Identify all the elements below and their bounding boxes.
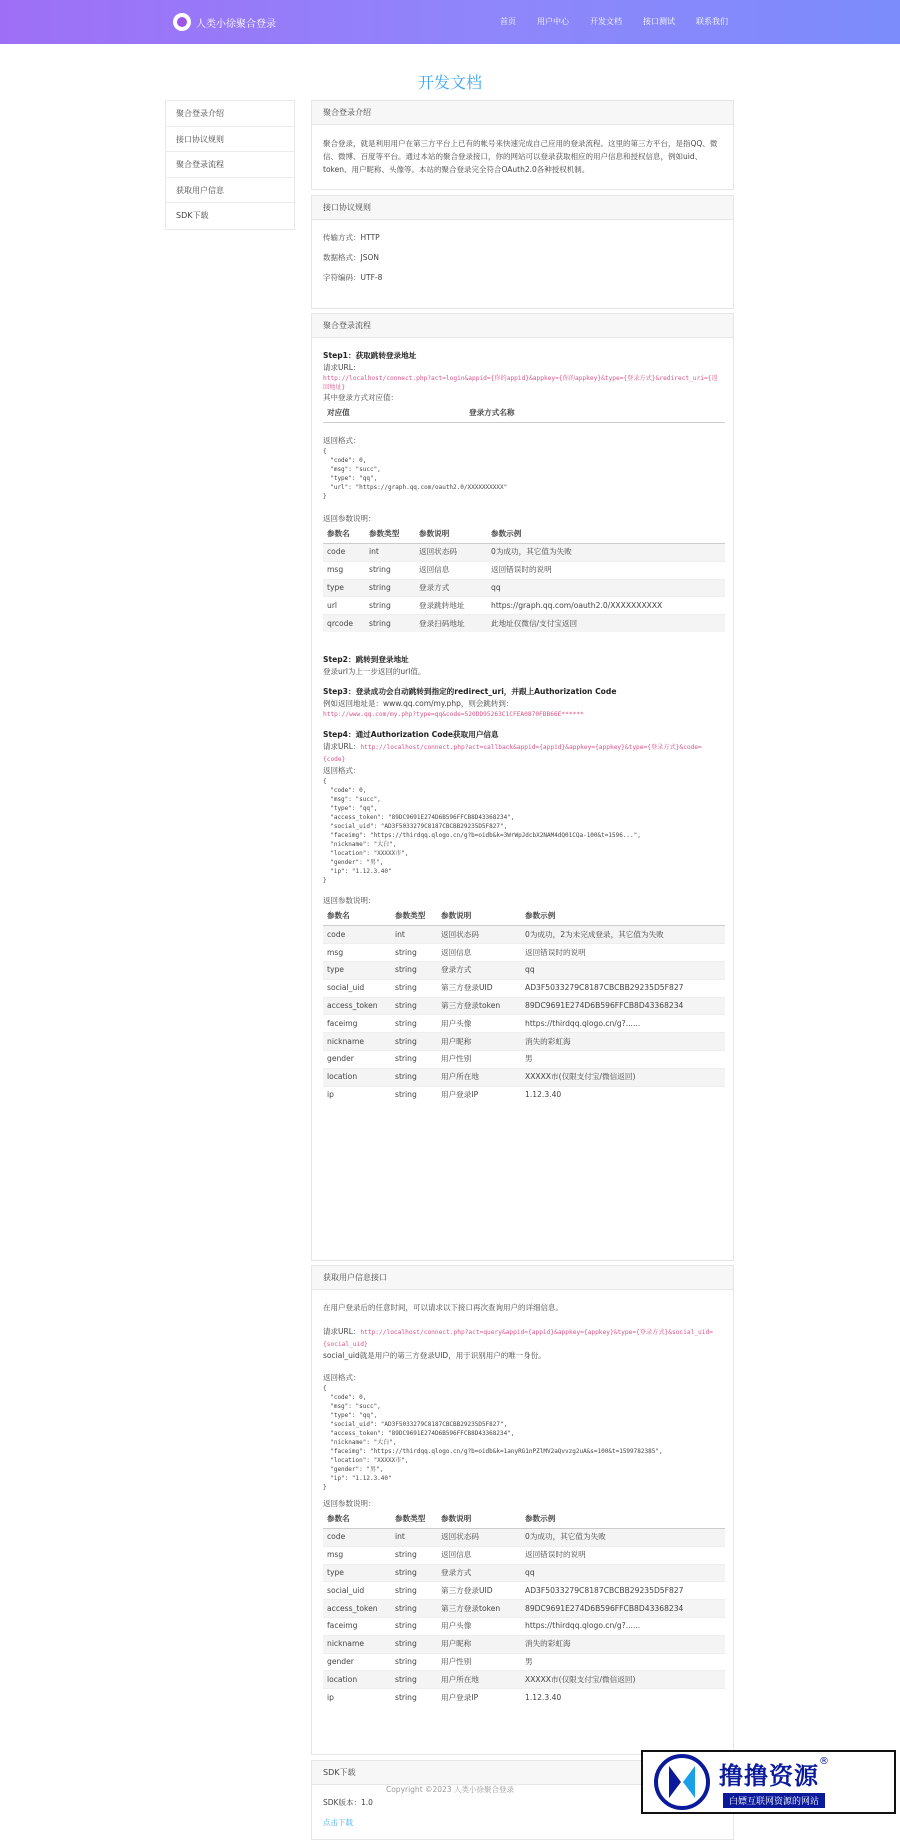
- cell: string: [391, 1653, 437, 1671]
- table-row: [323, 1051, 725, 1069]
- userinfo-req-url: http://localhost/connect.php?act=query&appid={appid}&appkey={appkey}&type={登录方式}&social_uid={social_uid}: [323, 1329, 713, 1348]
- table-row: [323, 997, 725, 1015]
- col-example: 参数示例: [487, 525, 725, 544]
- userinfo-panel: [311, 1265, 734, 1755]
- step4-req-label: 请求URL：: [323, 742, 361, 752]
- col-desc: 参数说明: [437, 907, 521, 926]
- sdk-download-link[interactable]: 点击下载: [323, 1818, 353, 1827]
- cell: location: [323, 1671, 391, 1689]
- doc-sidebar: [165, 100, 295, 230]
- table-row: [323, 1600, 725, 1618]
- step4-title: Step4：通过Authorization Code获取用户信息: [323, 730, 499, 740]
- cell: 用户头像: [437, 1015, 521, 1033]
- cell: string: [391, 1015, 437, 1033]
- intro-text: 聚合登录，就是利用用户在第三方平台上已有的帐号来快速完成自己应用的登录流程。这里的第三方平台，是指QQ、微信、微博、百度等平台。通过本站的聚合登录接口，你的网站可以登录获取相应的用户信息和授权信息，例如uid、token、用户昵称、头像等。本站的聚合登录完全符合OAuth2.0各种授权机制。: [323, 139, 718, 174]
- userinfo-heading: 获取用户信息接口: [312, 1266, 733, 1290]
- cell: msg: [323, 1546, 391, 1564]
- cell: string: [365, 597, 415, 615]
- cell: 0为成功，其它值为失败: [521, 1529, 725, 1547]
- cell: 登录方式: [437, 962, 521, 980]
- table-row: [323, 1564, 725, 1582]
- protocol-heading: 接口协议规则: [312, 196, 733, 220]
- col-name: 参数名: [323, 1510, 391, 1529]
- cell: 返回错误时的说明: [521, 944, 725, 962]
- cell: 第三方登录token: [437, 1600, 521, 1618]
- cell: XXXXX市(仅限支付宝/微信返回): [521, 1068, 725, 1086]
- userinfo-intro: 在用户登录后的任意时间，可以请求以下接口再次查询用户的详细信息。: [323, 1303, 563, 1312]
- top-navbar: [0, 0, 900, 44]
- cell: 用户头像: [437, 1617, 521, 1635]
- protocol-panel: [311, 195, 734, 309]
- table-row: [323, 1546, 725, 1564]
- registered-mark: ®: [819, 1756, 829, 1767]
- cell: 消失的彩虹海: [521, 1635, 725, 1653]
- brand-logo[interactable]: [173, 13, 276, 31]
- protocol-charset: 字符编码：UTF-8: [323, 273, 383, 282]
- table-row: [323, 561, 725, 579]
- userinfo-req-label: 请求URL：: [323, 1327, 361, 1336]
- watermark-badge: [641, 1750, 896, 1814]
- cell: 男: [521, 1051, 725, 1069]
- cell: 返回错误时的说明: [521, 1546, 725, 1564]
- cell: code: [323, 926, 391, 944]
- return-json-2: { "code": 0, "msg": "succ", "type": "qq", "access_token": "89DC9691E274D6B596FFCB8D43368234", "social_uid": "AD3F5033279C8187CBCBB29235D5F827", "faceimg": "https://thirdqq.qlogo.cn/g?b=oidb&k=3WrWpJdcbX2NAM4dQ01CQa-100&t=1596...", "nickname": "大白", "location": "XXXXX市", "gender": "男", "ip": "1.12.3.40" }: [323, 778, 641, 885]
- sidebar-item-protocol[interactable]: 接口协议规则: [166, 127, 294, 153]
- intro-heading: 聚合登录介绍: [312, 101, 733, 125]
- cell: string: [391, 1635, 437, 1653]
- cell: int: [391, 1529, 437, 1547]
- cell: 用户昵称: [437, 1033, 521, 1051]
- sdk-heading: SDK下载: [312, 1761, 733, 1785]
- userinfo-note: social_uid就是用户的第三方登录UID，用于识别用户的唯一身份。: [323, 1351, 546, 1360]
- table-row: [323, 1635, 725, 1653]
- step1-req-label: 请求URL：: [323, 363, 361, 372]
- cell: msg: [323, 561, 365, 579]
- cell: ip: [323, 1689, 391, 1707]
- cell: 用户所在地: [437, 1068, 521, 1086]
- cell: string: [391, 1564, 437, 1582]
- cell: 第三方登录token: [437, 997, 521, 1015]
- userinfo-json: { "code": 0, "msg": "succ", "type": "qq", "social_uid": "AD3F5033279C8187CBCBB29235D5F827", "access_token": "89DC9691E274D6B596FFCB8D43368234", "nickname": "大白", "faceimg": "https://thirdqq.qlogo.cn/g?b=oidb&k=1anyRG1nPZlMV2aQvvzg2uA&s=100&t=1599782385", "location": "XXXXX市", "gender": "男", "ip": "1.12.3.40" }: [323, 1385, 663, 1491]
- cell: 89DC9691E274D6B596FFCB8D43368234: [521, 997, 725, 1015]
- cell: AD3F5033279C8187CBCBB29235D5F827: [521, 1582, 725, 1600]
- cell: 0为成功，2为未完成登录，其它值为失败: [521, 926, 725, 944]
- cell: nickname: [323, 1033, 391, 1051]
- flow-heading: 聚合登录流程: [312, 314, 733, 338]
- cell: string: [391, 1689, 437, 1707]
- step2-text: 登录url为上一步返回的url值。: [323, 667, 426, 677]
- cell: string: [391, 979, 437, 997]
- col-name: 参数名: [323, 907, 391, 926]
- cell: 消失的彩虹海: [521, 1033, 725, 1051]
- return-label-2: 返回格式：: [323, 766, 361, 776]
- cell: AD3F5033279C8187CBCBB29235D5F827: [521, 979, 725, 997]
- cell: gender: [323, 1051, 391, 1069]
- table-row: [323, 1015, 725, 1033]
- cell: string: [391, 1068, 437, 1086]
- cell: https://thirdqq.qlogo.cn/g?......: [521, 1617, 725, 1635]
- table-row: [323, 1529, 725, 1547]
- table-row: [323, 1689, 725, 1707]
- watermark-slogan: 白嫖互联网资源的网站: [723, 1793, 825, 1808]
- cell: access_token: [323, 997, 391, 1015]
- sidebar-item-userinfo[interactable]: 获取用户信息: [166, 178, 294, 204]
- table-row: [323, 1582, 725, 1600]
- cell: 返回信息: [437, 1546, 521, 1564]
- cell: type: [323, 1564, 391, 1582]
- cell: code: [323, 544, 365, 562]
- cell: 返回信息: [415, 561, 487, 579]
- table-row: [323, 944, 725, 962]
- param-label-2: 返回参数说明：: [323, 896, 376, 906]
- step1-title: Step1：获取跳转登录地址: [323, 351, 417, 360]
- cell: string: [391, 962, 437, 980]
- brand-name: 人类小徐聚合登录: [196, 18, 276, 30]
- param-table-1: [323, 525, 725, 632]
- sidebar-item-sdk[interactable]: SDK下载: [176, 211, 209, 220]
- step3-url: http://www.qq.com/my.php?type=qq&code=520DD95263C1CFEA0870FBB66E******: [323, 711, 584, 719]
- cell: string: [391, 1086, 437, 1104]
- footer-copyright: Copyright ©2023 人类小徐聚合登录: [385, 1785, 514, 1794]
- intro-panel: [311, 100, 734, 190]
- cell: string: [391, 1546, 437, 1564]
- cell: string: [365, 579, 415, 597]
- cell: string: [391, 997, 437, 1015]
- cell: string: [365, 615, 415, 633]
- table-row: [323, 544, 725, 562]
- table-row: [323, 1033, 725, 1051]
- col-desc: 参数说明: [415, 525, 487, 544]
- table-row: [323, 1653, 725, 1671]
- cell: social_uid: [323, 1582, 391, 1600]
- cell: ip: [323, 1086, 391, 1104]
- param-table-2: [323, 907, 725, 1103]
- cell: string: [391, 1033, 437, 1051]
- cell: 登录扫码地址: [415, 615, 487, 633]
- cell: 0为成功，其它值为失败: [487, 544, 725, 562]
- nav-contact[interactable]: 联系我们: [696, 17, 728, 26]
- nav-home[interactable]: 首页: [500, 17, 516, 26]
- cell: 第三方登录UID: [437, 1582, 521, 1600]
- return-json-1: { "code": 0, "msg": "succ", "type": "qq", "url": "https://graph.qq.com/oauth2.0/XXXXXXXXXX" }: [323, 448, 508, 500]
- param-label-1: 返回参数说明：: [323, 514, 376, 523]
- cell: https://thirdqq.qlogo.cn/g?......: [521, 1015, 725, 1033]
- cell: 登录方式: [415, 579, 487, 597]
- cell: nickname: [323, 1635, 391, 1653]
- cell: type: [323, 962, 391, 980]
- col-type: 参数类型: [365, 525, 415, 544]
- step3-title: Step3：登录成功会自动跳转到指定的redirect_uri，并跟上Authorization Code: [323, 687, 617, 697]
- nav-api-test[interactable]: 接口测试: [643, 17, 675, 26]
- cell: access_token: [323, 1600, 391, 1618]
- return-label-1: 返回格式：: [323, 436, 361, 445]
- table-row: [323, 1617, 725, 1635]
- nav-docs[interactable]: 开发文档: [590, 17, 622, 26]
- cell: 返回状态码: [415, 544, 487, 562]
- type-table: [323, 404, 725, 423]
- cell: 第三方登录UID: [437, 979, 521, 997]
- table-row: [323, 979, 725, 997]
- brand-icon: [173, 13, 191, 31]
- table-row: [323, 615, 725, 633]
- cell: string: [391, 1600, 437, 1618]
- table-row: [323, 1671, 725, 1689]
- col-type: 参数类型: [391, 907, 437, 926]
- sdk-version: SDK版本：1.0: [323, 1798, 373, 1807]
- cell: qq: [521, 1564, 725, 1582]
- table-row: [323, 1086, 725, 1104]
- col-type: 参数类型: [391, 1510, 437, 1529]
- table-row: [323, 962, 725, 980]
- cell: string: [391, 1671, 437, 1689]
- cell: code: [323, 1529, 391, 1547]
- cell: 此地址仅微信/支付宝返回: [487, 615, 725, 633]
- cell: faceimg: [323, 1015, 391, 1033]
- step4-req-url: http://localhost/connect.php?act=callback&appid={appid}&appkey={appkey}&type={登录方式}&code={code}: [323, 744, 702, 764]
- cell: 返回状态码: [437, 926, 521, 944]
- col-name: 参数名: [323, 525, 365, 544]
- cell: 用户昵称: [437, 1635, 521, 1653]
- cell: string: [391, 1617, 437, 1635]
- table-row: [323, 926, 725, 944]
- cell: qrcode: [323, 615, 365, 633]
- step2-title: Step2：跳转到登录地址: [323, 655, 409, 665]
- watermark-logo-icon: [651, 1754, 713, 1810]
- cell: 1.12.3.40: [521, 1689, 725, 1707]
- cell: social_uid: [323, 979, 391, 997]
- sidebar-item-intro[interactable]: 聚合登录介绍: [166, 101, 294, 127]
- sidebar-item-flow[interactable]: 聚合登录流程: [166, 152, 294, 178]
- cell: 1.12.3.40: [521, 1086, 725, 1104]
- cell: 登录方式: [437, 1564, 521, 1582]
- cell: type: [323, 579, 365, 597]
- table-row: [323, 579, 725, 597]
- type-note: 其中登录方式对应值：: [323, 393, 398, 402]
- nav-user-center[interactable]: 用户中心: [537, 17, 569, 26]
- cell: 返回状态码: [437, 1529, 521, 1547]
- type-col-value: 对应值: [323, 404, 465, 423]
- cell: msg: [323, 944, 391, 962]
- watermark-title: 撸撸资源: [719, 1762, 819, 1790]
- main-nav: [479, 16, 728, 27]
- userinfo-param-table: [323, 1510, 725, 1706]
- type-col-name: 登录方式名称: [465, 404, 725, 423]
- protocol-format: 数据格式：JSON: [323, 253, 379, 262]
- cell: url: [323, 597, 365, 615]
- cell: location: [323, 1068, 391, 1086]
- page-title: 开发文档: [417, 73, 482, 92]
- cell: 用户登录IP: [437, 1689, 521, 1707]
- step1-req-url: http://localhost/connect.php?act=login&appid={你的appid}&appkey={你的appkey}&type={登录方式}&redirect_uri={返回地址}: [323, 375, 718, 391]
- cell: string: [365, 561, 415, 579]
- cell: 返回错误时的说明: [487, 561, 725, 579]
- flow-panel: [311, 313, 734, 1261]
- cell: int: [365, 544, 415, 562]
- cell: 男: [521, 1653, 725, 1671]
- table-row: [323, 597, 725, 615]
- cell: string: [391, 1582, 437, 1600]
- cell: 用户性别: [437, 1653, 521, 1671]
- cell: string: [391, 1051, 437, 1069]
- cell: 89DC9691E274D6B596FFCB8D43368234: [521, 1600, 725, 1618]
- step3-text: 例如返回地址是：www.qq.com/my.php，则会跳转到：: [323, 699, 514, 709]
- col-example: 参数示例: [521, 1510, 725, 1529]
- userinfo-return-label: 返回格式：: [323, 1373, 361, 1382]
- cell: gender: [323, 1653, 391, 1671]
- col-desc: 参数说明: [437, 1510, 521, 1529]
- cell: 用户所在地: [437, 1671, 521, 1689]
- cell: https://graph.qq.com/oauth2.0/XXXXXXXXXX: [487, 597, 725, 615]
- cell: XXXXX市(仅限支付宝/微信返回): [521, 1671, 725, 1689]
- table-row: [323, 1068, 725, 1086]
- protocol-transport: 传输方式：HTTP: [323, 233, 380, 242]
- cell: 返回信息: [437, 944, 521, 962]
- cell: 登录跳转地址: [415, 597, 487, 615]
- col-example: 参数示例: [521, 907, 725, 926]
- cell: int: [391, 926, 437, 944]
- cell: qq: [521, 962, 725, 980]
- cell: qq: [487, 579, 725, 597]
- cell: string: [391, 944, 437, 962]
- cell: faceimg: [323, 1617, 391, 1635]
- cell: 用户登录IP: [437, 1086, 521, 1104]
- userinfo-param-label: 返回参数说明：: [323, 1499, 376, 1508]
- cell: 用户性别: [437, 1051, 521, 1069]
